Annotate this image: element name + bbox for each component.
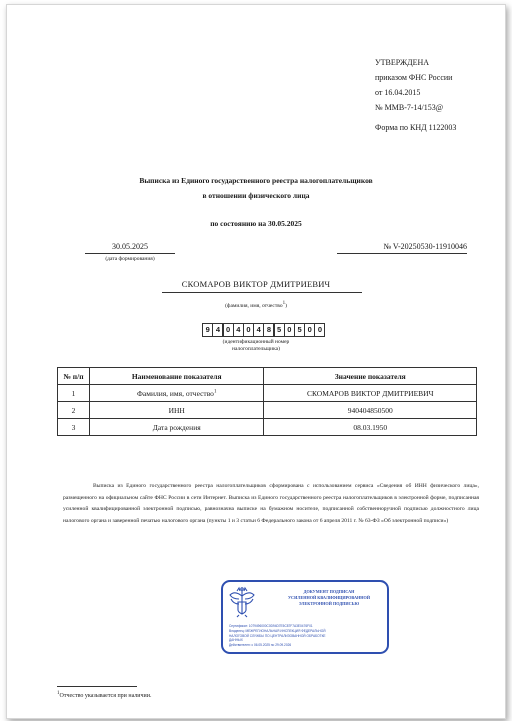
table-row <box>58 419 477 436</box>
stamp-certificate: Сертификат: 1079496000C0D94D7E5C87F7A3E0476F01 <box>229 624 313 628</box>
row-indicator-value: 940404850500 <box>264 402 477 419</box>
inn-caption: (идентификационный номер налогоплательщика) <box>222 339 290 352</box>
footnote-divider <box>57 686 137 687</box>
inn-digit: 9 <box>202 323 213 337</box>
document-page <box>6 4 506 719</box>
stamp-title: ДОКУМЕНТ ПОДПИСАН УСИЛЕННОЙ КВАЛИФИЦИРОВАННОЙ ЭЛЕКТРОННОЙ ПОДПИСЬЮ <box>287 589 371 606</box>
formation-date-caption: (дата формирования) <box>105 256 155 262</box>
approval-line-3: от 16.04.2015 <box>375 88 421 97</box>
inn-digit: 0 <box>314 323 325 337</box>
approval-line-4: № ММВ-7-14/153@ <box>375 103 444 112</box>
stamp-validity: Действителен: с 06.05.2025 по 29.09.2026 <box>229 643 292 648</box>
document-as-of-date: по состоянию на 30.05.2025 <box>210 219 302 228</box>
row-indicator-name: ИНН <box>89 402 264 419</box>
row-number: 3 <box>58 419 90 436</box>
row-indicator-value: СКОМАРОВ ВИКТОР ДМИТРИЕВИЧ <box>264 385 477 402</box>
footnote: $^1$Отчество указывается при наличии. <box>57 691 152 699</box>
document-title-line-2: в отношении физического лица <box>202 191 310 200</box>
formation-date-underline <box>85 253 175 254</box>
inn-digit: 5 <box>294 323 305 337</box>
table-row <box>58 402 477 419</box>
inn-digit: 5 <box>274 323 285 337</box>
formation-date: 30.05.2025 <box>112 242 148 251</box>
person-full-name: СКОМАРОВ ВИКТОР ДМИТРИЕВИЧ <box>181 279 331 289</box>
row-indicator-value: 08.03.1950 <box>264 419 477 436</box>
approval-line-1: УТВЕРЖДЕНА <box>375 58 430 67</box>
inn-digit-boxes <box>203 323 325 337</box>
approval-block <box>375 55 452 115</box>
stamp-owner: Владелец: МЕЖРЕГИОНАЛЬНАЯ ИНСПЕКЦИЯ ФЕДЕРАЛЬНОЙ <box>229 628 326 633</box>
row-indicator-name: Фамилия, имя, отчество$^1$ <box>89 385 264 402</box>
inn-digit: 8 <box>263 323 274 337</box>
inn-digit: 0 <box>284 323 295 337</box>
inn-digit: 0 <box>304 323 315 337</box>
coat-of-arms-icon <box>227 586 257 618</box>
table-header-row <box>58 368 477 385</box>
inn-digit: 4 <box>233 323 244 337</box>
document-title-line-1: Выписка из Единого государственного реестра налогоплательщиков <box>139 176 373 185</box>
row-number: 1 <box>58 385 90 402</box>
inn-digit: 4 <box>253 323 264 337</box>
inn-digit: 0 <box>243 323 254 337</box>
document-number-underline <box>337 253 467 254</box>
stamp-certificate-info: Сертификат: 1079496000C0D94D7E5C87F7A3E0476F01 Владелец: МЕЖРЕГИОНАЛЬНАЯ ИНСПЕКЦИЯ ФЕДЕРАЛЬНОЙ НАЛОГОВОЙ СЛУЖБЫ ПО ЦЕНТРАЛИЗОВАННОЙ ОБРАБОТКЕ ДАННЫХ Действителен: с 06.05.2025 по 29.09.2026 <box>229 624 387 648</box>
indicators-table <box>57 367 477 436</box>
header-indicator-value: Значение показателя <box>264 368 477 385</box>
electronic-signature-stamp <box>221 580 389 654</box>
inn-digit: 0 <box>223 323 234 337</box>
header-indicator-name: Наименование показателя <box>89 368 264 385</box>
table-row <box>58 385 477 402</box>
row-indicator-name: Дата рождения <box>89 419 264 436</box>
header-number: № п/п <box>58 368 90 385</box>
person-name-caption: (фамилия, имя, отчество1) <box>225 301 287 309</box>
form-code: Форма по КНД 1122003 <box>375 123 457 132</box>
inn-digit: 4 <box>212 323 223 337</box>
person-name-underline <box>162 292 362 293</box>
document-number: № V-20250530-11910046 <box>383 242 467 251</box>
legal-note-paragraph: Выписка из Единого государственного реестра налогоплательщиков сформирована с использованием сервиса «Сведения об ИНН физического лица», размещенного на официальном сайте ФНС России в сети Интернет. Выписка из Единого государственного реестра налогоплательщиков в электронной форме, подписанная усиленной квалифицированной электронной подписью, равнозначна выписке на бумажном носителе, подписанной собственноручной подписью должностного лица налогового органа и заверенной печатью налогового органа (пункты 1 и 3 статьи 6 Федерального закона от 6 апреля 2011 г. № 63-ФЗ «Об электронной подписи») <box>63 483 479 524</box>
approval-line-2: приказом ФНС России <box>375 73 453 82</box>
row-number: 2 <box>58 402 90 419</box>
